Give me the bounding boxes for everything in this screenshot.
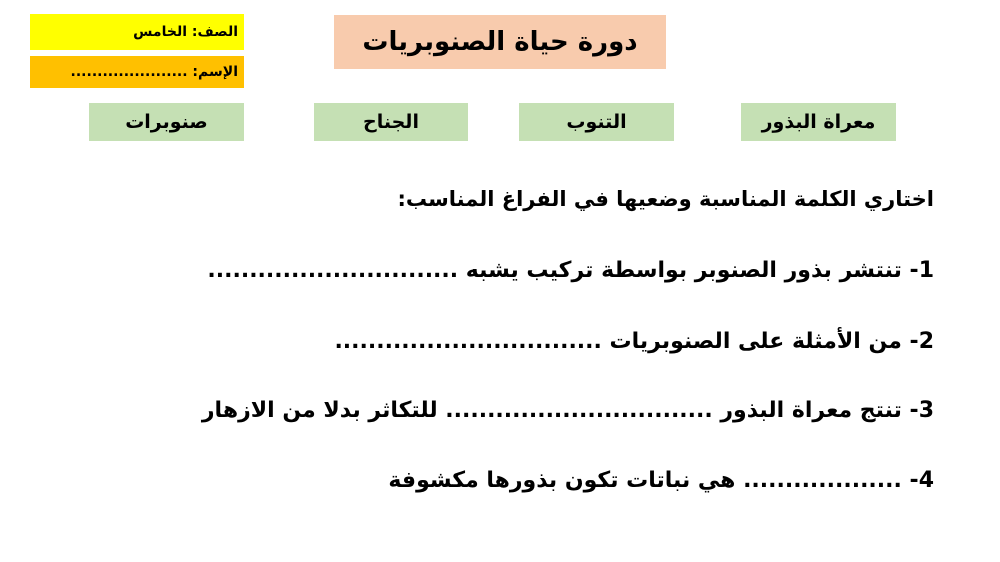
word-bank-item-gymnosperms[interactable]: [741, 103, 896, 141]
question-number: 4-: [909, 468, 934, 493]
word-label: معراة البذور: [761, 111, 876, 133]
question-text: تنتج معراة البذور ................................ للتكاثر بدلا من الازهار: [201, 398, 902, 423]
question-number: 2-: [909, 329, 934, 354]
word-label: التنوب: [566, 111, 627, 133]
question-text: ................... هي نباتات تكون بذورها مكشوفة: [388, 468, 902, 493]
question-text: تنتشر بذور الصنوبر بواسطة تركيب يشبه ..............................: [207, 258, 902, 283]
student-name-field[interactable]: [30, 56, 244, 88]
word-label: صنوبرات: [125, 111, 208, 133]
question-text: من الأمثلة على الصنوبريات ................................: [334, 329, 902, 354]
question-number: 1-: [909, 258, 934, 283]
question-4[interactable]: [388, 468, 934, 493]
word-label: الجناح: [363, 111, 419, 133]
name-text: الإسم: ......................: [70, 64, 238, 80]
title-text: دورة حياة الصنوبريات: [362, 27, 638, 57]
question-1[interactable]: [207, 258, 934, 283]
instruction-text: اختاري الكلمة المناسبة وضعيها في الفراغ المناسب:: [397, 187, 934, 211]
worksheet-title: [334, 15, 666, 69]
question-number: 3-: [909, 398, 934, 423]
question-3[interactable]: [202, 398, 934, 423]
word-bank-item-fir[interactable]: [519, 103, 674, 141]
word-bank-item-cones[interactable]: [89, 103, 244, 141]
grade-label: [30, 14, 244, 50]
word-bank-item-wing[interactable]: [314, 103, 468, 141]
grade-text: الصف: الخامس: [133, 24, 238, 40]
question-2[interactable]: [334, 329, 934, 354]
